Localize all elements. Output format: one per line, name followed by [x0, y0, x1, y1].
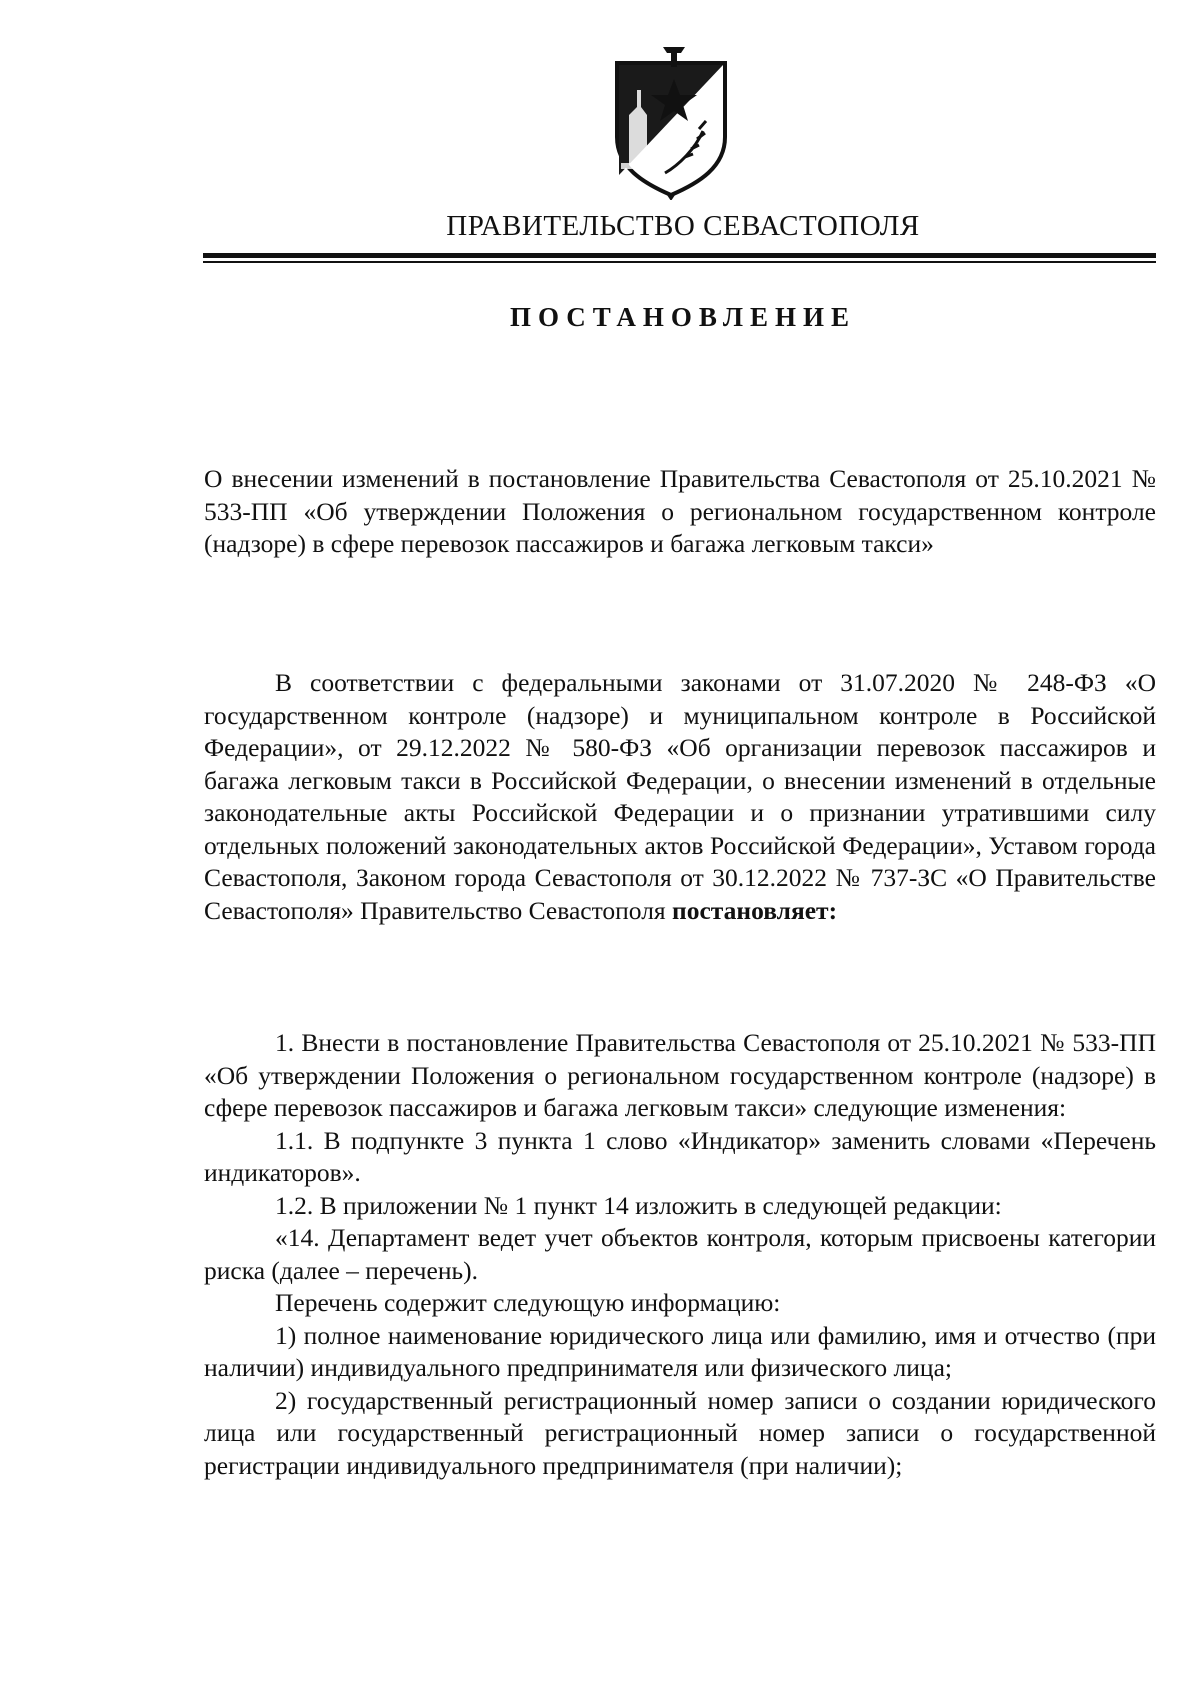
preamble-paragraph — [204, 667, 1156, 927]
paragraph-item-14: «14. Департамент ведет учет объектов контроля, которым присвоены категории риска (далее – перечень). — [204, 1223, 1156, 1285]
preamble-text: В соответствии с федеральными законами от 31.07.2020 № 248-ФЗ «О государственном контроле (надзоре) и муниципальном контроле в Российской Федерации», от 29.12.2022 № 580-ФЗ «Об организации перевозок пассажиров и багажа легковым такси в Российской Федерации, о внесении изменений в отдельные законодательные акты Российской Федерации и о признании утратившими силу отдельных положений законодательных актов Российской Федерации», Уставом города Севастополя, Законом города Севастополя от 30.12.2022 № 737-ЗС «О Правительстве Севастополя» Правительство Севастополя — [204, 668, 1156, 925]
paragraph-list-item-2: 2) государственный регистрационный номер записи о создании юридического лица или государственный регистрационный номер записи о государственной регистрации индивидуального предпринимателя (при наличии); — [204, 1385, 1156, 1480]
resolution-body — [204, 1027, 1156, 1482]
sevastopol-coat-of-arms-icon — [607, 45, 735, 200]
paragraph-list-item-1: 1) полное наименование юридического лица или фамилию, имя и отчество (при наличии) индивидуального предпринимателя или физического лица; — [204, 1320, 1156, 1382]
government-name: ПРАВИТЕЛЬСТВО СЕВАСТОПОЛЯ — [446, 210, 920, 242]
resolves-word: постановляет: — [672, 895, 838, 925]
paragraph-list-intro: Перечень содержит следующую информацию: — [275, 1288, 781, 1317]
paragraph-item-1: 1. Внести в постановление Правительства Севастополя от 25.10.2021 № 533-ПП «Об утверждении Положения о региональном государственном контроле (надзоре) в сфере перевозок пассажиров и багажа легковым такси» следующие изменения: — [204, 1028, 1156, 1122]
document-type-title: ПОСТАНОВЛЕНИЕ — [509, 302, 857, 332]
paragraph-item-1-1: 1.1. В подпункте 3 пункта 1 слово «Индикатор» заменить словами «Перечень индикаторов». — [204, 1125, 1156, 1187]
document-subject: О внесении изменений в постановление Правительства Севастополя от 25.10.2021 № 533-ПП «Об утверждении Положения о региональном государственном контроле (надзоре) в сфере перевозок пассажиров и багажа легковым такси» — [204, 464, 1156, 558]
paragraph-item-1-2: 1.2. В приложении № 1 пункт 14 изложить в следующей редакции: — [275, 1190, 1002, 1220]
header-divider-thin — [203, 261, 1156, 263]
header-divider-thick — [203, 253, 1156, 258]
